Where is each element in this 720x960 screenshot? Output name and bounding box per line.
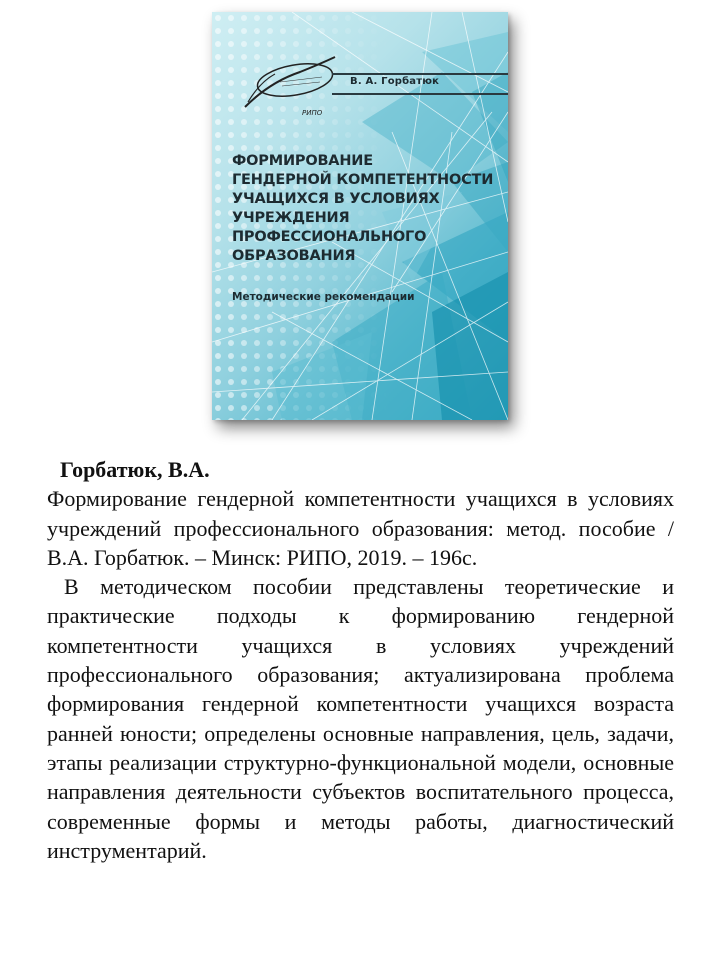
cover-title-line: УЧРЕЖДЕНИЯ xyxy=(232,210,350,226)
description-author: Горбатюк, В.А. xyxy=(60,457,210,482)
cover-title-line: ПРОФЕССИОНАЛЬНОГО xyxy=(232,229,427,245)
cover-title-line: УЧАЩИХСЯ В УСЛОВИЯХ xyxy=(232,191,440,207)
cover-title xyxy=(232,152,502,266)
book-cover xyxy=(212,12,508,420)
cover-title-line: ОБРАЗОВАНИЯ xyxy=(232,248,356,264)
annotation-text: В методическом пособии представлены теоретические и практические подходы к формированию гендерной компетентности учащихся в условиях учреждений профессионального образования; актуализирована проблема формирования гендерной компетентности учащихся возраста ранней юности; определены основные направления, цель, задачи, этапы реализации структурно-функциональной модели, основные направления деятельности субъектов воспитательного процесса, современные формы и методы работы, диагностический инструментарий. xyxy=(47,574,674,863)
author-rule-top xyxy=(332,73,508,75)
author-rule-bottom xyxy=(332,93,508,95)
cover-title-line: ФОРМИРОВАНИЕ xyxy=(232,153,373,169)
cover-author: В. А. Горбатюк xyxy=(350,76,440,87)
ripo-logo-icon xyxy=(240,52,340,112)
book-description xyxy=(47,455,674,865)
cover-subtitle: Методические рекомендации xyxy=(232,291,415,303)
bibliographic-citation: Формирование гендерной компетентности учащихся в условиях учреждений профессионального образования: метод. пособие / В.А. Горбатюк. – Минск: РИПО, 2019. – 196с. xyxy=(47,486,674,570)
cover-title-line: ГЕНДЕРНОЙ КОМПЕТЕНТНОСТИ xyxy=(232,172,494,188)
publisher-logo-text: РИПО xyxy=(302,109,323,117)
